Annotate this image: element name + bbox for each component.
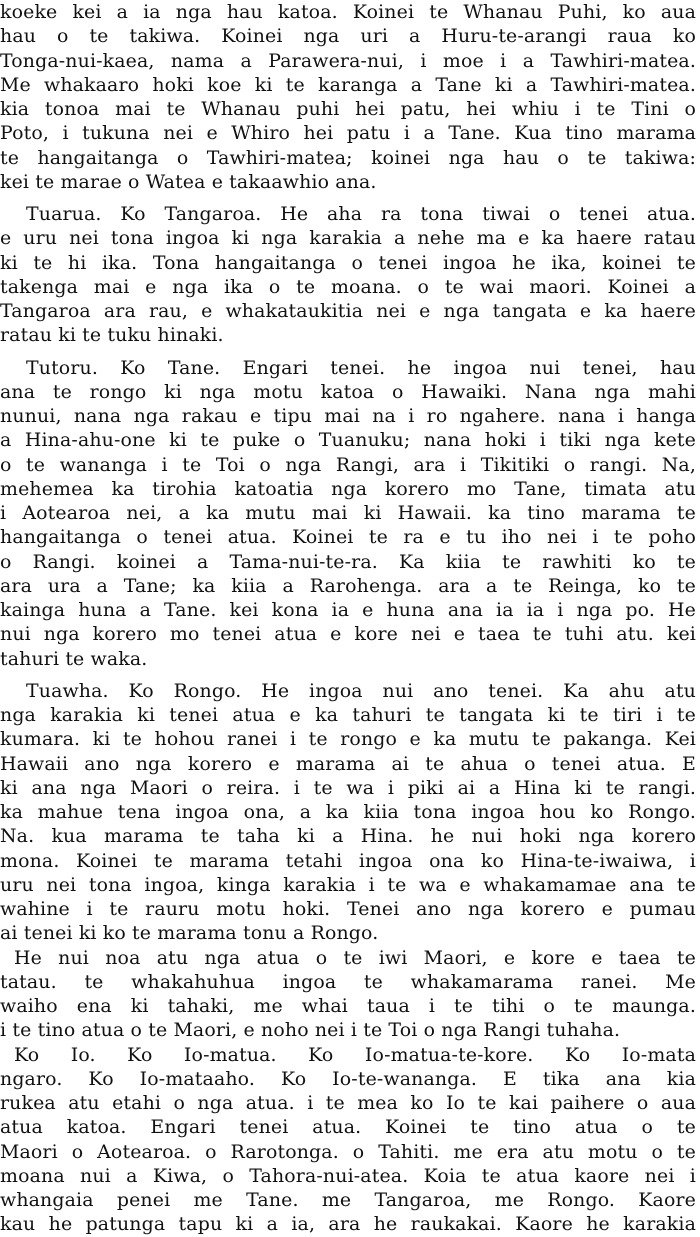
- text-line: uru nei tona ingoa, kinga karakia i te wa e whakamamae ana te: [0, 873, 696, 896]
- text-line: tatau. te whakahuhua ingoa te whakamarama ranei. Me: [0, 970, 696, 993]
- text-line: e uru nei tona ingoa ki nga karakia a nehe ma e ka haere ratau: [0, 227, 696, 250]
- text-line: rukea atu etahi o nga atua. i te mea ko Io te kai paihere o aua: [0, 1092, 696, 1114]
- text-line: Ko Io. Ko Io-matua. Ko Io-matua-te-kore. Ko Io-mata: [14, 1043, 696, 1066]
- text-line: Tangaroa ara rau, e whakataukitia nei e nga tangata e ka haere: [0, 300, 696, 322]
- text-line: te hangaitanga o Tawhiri-matea; koinei nga hau o te takiwa:: [0, 146, 696, 169]
- text-line: He nui noa atu nga atua o te iwi Maori, e kore e taea te: [14, 946, 696, 969]
- text-line: o Rangi. koinei a Tama-nui-te-ra. Ka kiia te rawhiti ko te: [0, 550, 696, 573]
- text-line: Hawaii ano nga korero e marama ai te ahua o tenei atua. E: [0, 752, 696, 775]
- text-line: ka mahue tena ingoa ona, a ka kiia tona ingoa hou ko Rongo.: [0, 801, 696, 823]
- text-line: a Hina-ahu-one ki te puke o Tuanuku; nana hoki i tiki nga kete: [0, 429, 696, 452]
- text-line: kei te marae o Watea e takaawhio ana.: [0, 170, 377, 193]
- text-line: waiho ena ki tahaki, me whai taua i te tihi o te maunga.: [0, 995, 696, 1017]
- text-line: nunui, nana nga rakau e tipu mai na i ro ngahere. nana i hanga: [0, 405, 696, 427]
- text-line: mona. Koinei te marama tetahi ingoa ona ko Hina-te-iwaiwa, i: [0, 849, 696, 872]
- text-line: i te tino atua o te Maori, e noho nei i te Toi o nga Rangi tuhaha.: [0, 1019, 621, 1042]
- text-line: kau he patunga tapu ki a ia, ara he raukakai. Kaore he karakia: [0, 1213, 696, 1236]
- text-line: ki te hi ika. Tona hangaitanga o tenei ingoa he ika, koinei te: [0, 251, 696, 274]
- text-line: koeke kei a ia nga hau katoa. Koinei te Whanau Puhi, ko aua: [0, 1, 696, 23]
- text-line: hau o te takiwa. Koinei nga uri a Huru-te-arangi raua ko: [0, 25, 696, 48]
- text-line: moana nui a Kiwa, o Tahora-nui-atea. Koia te atua kaore nei i: [0, 1164, 696, 1187]
- text-line: kainga huna a Tane. kei kona ia e huna ana ia ia i nga po. He: [0, 599, 696, 621]
- text-line: ngaro. Ko Io-mataaho. Ko Io-te-wananga. E tika ana kia: [0, 1067, 696, 1090]
- paragraph: [0, 1043, 696, 1237]
- text-line: takenga mai e nga ika o te moana. o te wai maori. Koinei a: [0, 275, 696, 298]
- text-line: ratau ki te tuku hinaki.: [0, 324, 224, 347]
- text-line: tahuri te waka.: [0, 647, 148, 670]
- text-line: nui nga korero mo tenei atua e kore nei e taea te tuhi atu. kei: [0, 623, 696, 646]
- text-line: kumara. ki te hohou ranei i te rongo e ka mutu te pakanga. Kei: [0, 728, 696, 751]
- text-line: Maori o Aotearoa. o Rarotonga. o Tahiti. me era atu motu o te: [0, 1140, 696, 1163]
- text-line: ara ura a Tane; ka kiia a Rarohenga. ara a te Reinga, ko te: [0, 574, 696, 597]
- paragraph: [0, 356, 696, 671]
- text-line: Tutoru. Ko Tane. Engari tenei. he ingoa nui tenei, hau: [26, 356, 696, 379]
- text-line: ai tenei ki ko te marama tonu a Rongo.: [0, 922, 379, 945]
- text-line: ki ana nga Maori o reira. i te wa i piki ai a Hina ki te rangi.: [0, 776, 696, 799]
- text-line: i Aotearoa nei, a ka mutu mai ki Hawaii. ka tino marama te: [0, 502, 696, 524]
- text-line: whangaia penei me Tane. me Tangaroa, me Rongo. Kaore: [0, 1189, 696, 1211]
- paragraph: [0, 202, 696, 348]
- text-line: wahine i te rauru motu hoki. Tenei ano nga korero e pumau: [0, 898, 696, 920]
- text-line: Tuarua. Ko Tangaroa. He aha ra tona tiwai o tenei atua.: [26, 203, 696, 225]
- paragraph: [0, 0, 696, 194]
- text-line: mehemea ka tirohia katoatia nga korero mo Tane, timata atu: [0, 477, 696, 500]
- text-line: kia tonoa mai te Whanau puhi hei patu, hei whiu i te Tini o: [0, 98, 696, 120]
- paragraph: [0, 946, 696, 1043]
- text-line: Tuawha. Ko Rongo. He ingoa nui ano tenei. Ka ahu atu: [26, 679, 696, 702]
- text-line: hangaitanga o tenei atua. Koinei te ra e tu iho nei i te poho: [0, 526, 696, 549]
- text-line: Na. kua marama te taha ki a Hina. he nui hoki nga korero: [0, 825, 696, 848]
- text-line: atua katoa. Engari tenei atua. Koinei te tino atua o te: [0, 1116, 696, 1139]
- text-line: Poto, i tukuna nei e Whiro hei patu i a Tane. Kua tino marama: [0, 122, 696, 145]
- paragraph: [0, 679, 696, 946]
- text-line: Tonga-nui-kaea, nama a Parawera-nui, i moe i a Tawhiri-matea.: [0, 49, 696, 72]
- text-line: nga karakia ki tenei atua e ka tahuri te tangata ki te tiri i te: [0, 704, 696, 726]
- text-line: ana te rongo ki nga motu katoa o Hawaiki. Nana nga mahi: [0, 380, 696, 403]
- text-line: Me whakaaro hoki koe ki te karanga a Tane ki a Tawhiri-matea.: [0, 73, 696, 96]
- text-line: o te wananga i te Toi o nga Rangi, ara i Tikitiki o rangi. Na,: [0, 453, 696, 476]
